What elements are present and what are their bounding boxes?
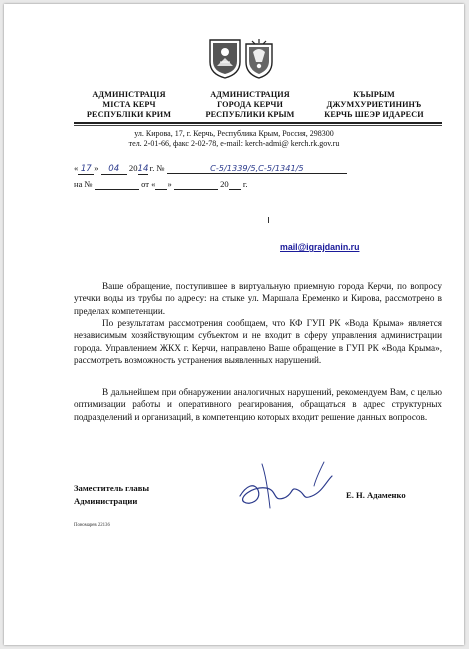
header-crimean-tatar-line: КЕРЧЬ ШЕЭР ИДАРЕСИ bbox=[324, 110, 424, 119]
handwritten-signature bbox=[232, 456, 342, 516]
recipient-email: mail@igrajdanin.ru bbox=[280, 242, 360, 252]
incoming-year-blank bbox=[229, 179, 241, 190]
body-paragraph: По результатам рассмотрения сообщаем, что КФ ГУП РК «Вода Крыма» является независимым хозяйствующим субъектом и не входит в сферу управления администрации города. Управлением ЖКХ г. Керчи, направлено Ваше обращение в ГУП РК «Вода Крыма», рассмотреть возможность устранения выявленных нарушений. bbox=[74, 318, 442, 365]
incoming-reference bbox=[74, 179, 248, 190]
outgoing-reference bbox=[74, 163, 347, 175]
incoming-number-blank bbox=[95, 179, 139, 190]
header-russian-line: АДМИНИСТРАЦИЯ bbox=[210, 90, 290, 99]
body-paragraph: Ваше обращение, поступившее в виртуальную приемную города Керчи, по вопросу утечки воды из трубы по адресу: на стыке ул. Маршала Еременко и Кирова, рассмотрено в пределах компетенции. bbox=[74, 281, 442, 316]
header-crimean-tatar-line: ДЖУМХУРИЕТИНИНЪ bbox=[326, 100, 422, 109]
letter-page bbox=[4, 4, 464, 645]
signatory-title bbox=[74, 482, 149, 508]
kerch-coat-of-arms-icon bbox=[208, 38, 242, 80]
incoming-month-blank bbox=[174, 179, 218, 190]
incoming-number-label: на № bbox=[74, 179, 93, 189]
incoming-close-quote: » bbox=[167, 179, 172, 189]
header-russian bbox=[191, 90, 309, 120]
outgoing-year-suffix: 14 bbox=[137, 164, 149, 174]
close-quote: » bbox=[94, 163, 99, 173]
executor-note: Пономарев 22136 bbox=[74, 523, 110, 528]
incoming-g: г. bbox=[242, 179, 248, 189]
incoming-year-prefix: 20 bbox=[220, 179, 229, 189]
stray-mark bbox=[268, 217, 269, 223]
body-paragraph: В дальнейшем при обнаружении аналогичных нарушений, рекомендуем Вам, с целью оптимизации работы и оперативного реагирования, обращаться в адрес структурных подразделений и организаций, в компетенцию которых входит решение данных вопросов. bbox=[74, 387, 442, 422]
header-divider-thin bbox=[74, 125, 442, 126]
incoming-from-label: от « bbox=[141, 179, 156, 189]
outgoing-day: 17 bbox=[78, 164, 94, 175]
contacts-line: тел. 2-01-66, факс 2-02-78, e-mail: kerch-admi@ kerch.rk.gov.ru bbox=[128, 139, 340, 148]
outgoing-number-label: № bbox=[156, 163, 165, 173]
address-line: ул. Кирова, 17, г. Керчь, Республика Крым, Россия, 298300 bbox=[134, 129, 334, 138]
open-quote: « bbox=[74, 163, 79, 173]
outgoing-g: г. bbox=[149, 163, 155, 173]
header-russian-line: РЕСПУБЛИКИ КРЫМ bbox=[205, 110, 295, 119]
outgoing-number: С-5/1339/5,С-5/1341/5 bbox=[167, 163, 347, 174]
header-ukrainian-line: МІСТА КЕРЧ bbox=[102, 100, 156, 109]
header-russian-line: ГОРОДА КЕРЧИ bbox=[217, 100, 283, 109]
header-ukrainian-line: АДМИНІСТРАЦІЯ bbox=[92, 90, 166, 99]
crimea-coat-of-arms-icon bbox=[242, 38, 276, 80]
header-crimean-tatar bbox=[315, 90, 433, 120]
header-ukrainian-line: РЕСПУБЛІКИ КРИМ bbox=[86, 110, 172, 119]
incoming-day-blank bbox=[155, 179, 167, 190]
signatory-title-line: Заместитель главы bbox=[74, 483, 150, 493]
outgoing-month: 04 bbox=[101, 164, 127, 175]
header-divider bbox=[74, 122, 442, 124]
signatory-name: Е. Н. Адаменко bbox=[346, 490, 406, 500]
outgoing-year-prefix: 20 bbox=[128, 163, 138, 173]
header-ukrainian bbox=[70, 90, 188, 120]
header-crimean-tatar-line: КЪЫРЫМ bbox=[353, 90, 395, 99]
signatory-title-line: Администрации bbox=[74, 496, 138, 506]
